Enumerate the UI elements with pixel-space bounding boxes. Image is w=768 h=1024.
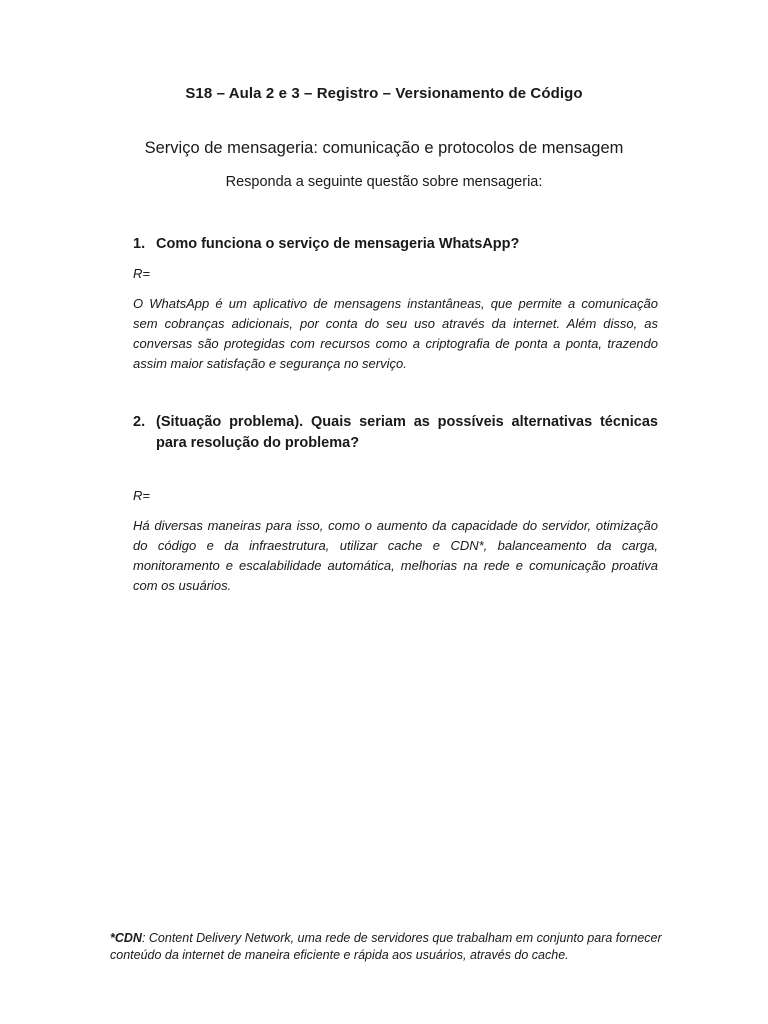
question-text: (Situação problema). Quais seriam as possíveis alternativas técnicas para resolução do problema? (156, 414, 658, 451)
document-title: Serviço de mensageria: comunicação e protocolos de mensagem (144, 139, 624, 157)
answer-1: O WhatsApp é um aplicativo de mensagens instantâneas, que permite a comunicação sem cobranças adicionais, por conta do seu uso através da internet. Além disso, as conversas são protegidas com recursos como a criptografia de ponta a ponta, trazendo assim maior satisfação e segurança no serviço. (133, 296, 658, 371)
answer-label-1: R= (133, 266, 150, 281)
question-1 (133, 234, 658, 255)
footnote-term: *CDN (110, 931, 142, 945)
page-header: S18 – Aula 2 e 3 – Registro – Versionamento de Código (185, 85, 583, 102)
question-number: 2. (133, 414, 146, 430)
answer-2: Há diversas maneiras para isso, como o aumento da capacidade do servidor, otimização do código e da infraestrutura, utilizar cache e CDN*, balanceamento da carga, monitoramento e escalabilidade automática, melhorias na rede e comunicação proativa com os usuários. (133, 518, 658, 593)
answer-label-2: R= (133, 488, 150, 503)
question-text: Como funciona o serviço de mensageria WhatsApp? (156, 236, 520, 252)
footnote (110, 930, 670, 964)
question-2 (133, 412, 658, 454)
footnote-text: : Content Delivery Network, uma rede de servidores que trabalham em conjunto para fornecer conteúdo da internet de maneira eficiente e rápida aos usuários, através do cache. (110, 931, 662, 962)
document-subtitle: Responda a seguinte questão sobre mensageria: (225, 174, 543, 190)
question-number: 1. (133, 236, 146, 252)
